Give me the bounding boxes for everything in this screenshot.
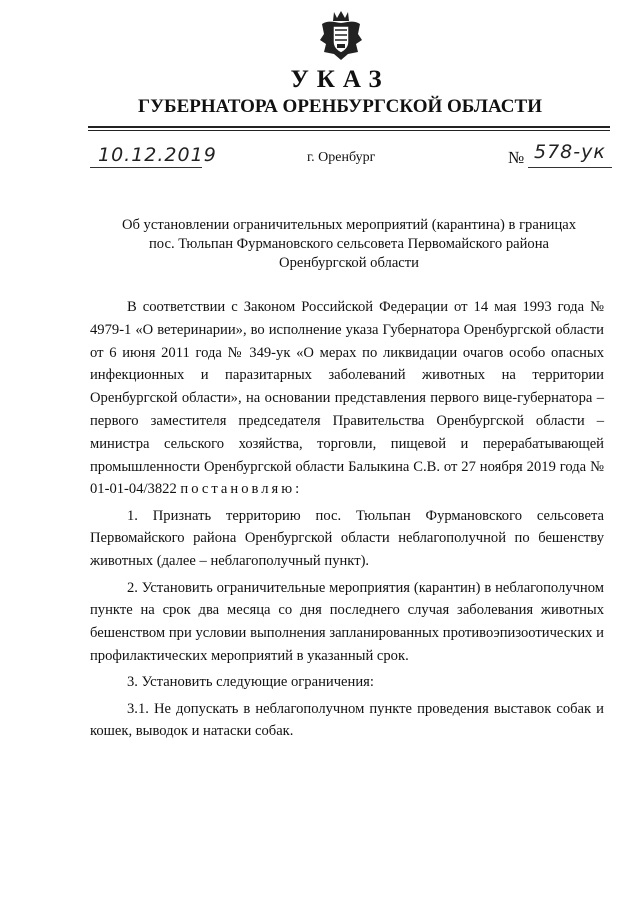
header-divider-thin [88, 130, 610, 131]
date-underline [90, 167, 202, 168]
item-3-1: 3.1. Не допускать в неблагополучном пункте проведения выставок собак и кошек, выводок и натаски собак. [90, 700, 604, 740]
preamble-text: В соответствии с Законом Российской Федерации от 14 мая 1993 года № 4979-1 «О ветеринарии», во исполнение указа Губернатора Оренбургской области от 6 июня 2011 года № 349-ук «О мерах по ликвидации очагов особо опасных инфекционных и паразитарных заболеваний животных на территории Оренбургской области», на основании представления первого вице-губернатора – первого заместителя председателя Правительства Оренбургской области – министра сельского хозяйства, торговли, пищевой и перерабатывающей промышленности Оренбургской области Балыкина С.В. от 27 ноября 2019 года № 01-01-04/3822 [90, 299, 604, 498]
decree-heading [95, 216, 603, 273]
heading-line-3: Оренбургской области [279, 255, 419, 271]
heading-line-2: пос. Тюльпан Фурмановского сельсовета Первомайского района [149, 236, 549, 252]
document-title: УКАЗ [290, 66, 390, 93]
item-1: 1. Признать территорию пос. Тюльпан Фурмановского сельсовета Первомайского района Оренбургской области неблагополучной по бешенству животных (далее – неблагополучный пункт). [90, 507, 604, 570]
item-2: 2. Установить ограничительные мероприятия (карантин) в неблагополучном пункте на срок два месяца со дня последнего случая заболевания животных бешенством при условии выполнения запланированных противоэпизоотических и профилактических мероприятий в указанный срок. [90, 579, 604, 664]
decree-body [90, 296, 604, 747]
item-3: 3. Установить следующие ограничения: [127, 674, 374, 691]
coat-of-arms-icon [318, 10, 364, 64]
preamble-paragraph [90, 296, 604, 501]
number-label: № [508, 148, 525, 167]
header-divider [88, 126, 610, 128]
decree-city: г. Оренбург [307, 150, 376, 165]
decree-word: постановляю: [180, 481, 303, 498]
decree-number: 578-ук [534, 141, 606, 163]
number-underline [528, 167, 612, 168]
heading-line-1: Об установлении ограничительных мероприятий (карантина) в границах [121, 217, 577, 233]
decree-date: 10.12.2019 [98, 144, 217, 166]
document-subtitle: ГУБЕРНАТОРА ОРЕНБУРГСКОЙ ОБЛАСТИ [138, 96, 542, 117]
